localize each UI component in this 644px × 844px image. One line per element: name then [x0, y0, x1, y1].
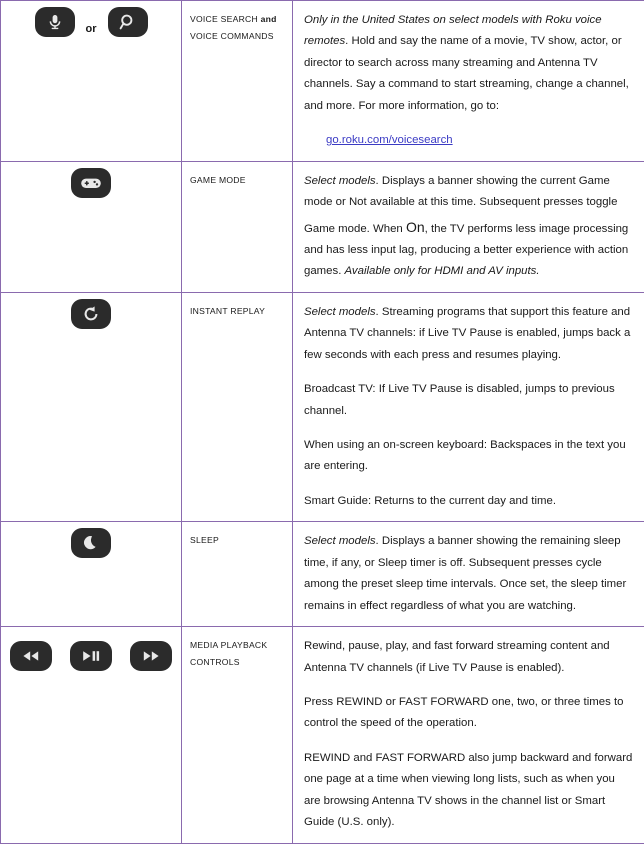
row-icon-cell-instant-replay: [1, 292, 182, 522]
desc-emphasis: Select models: [304, 175, 376, 187]
description-paragraph: [304, 10, 633, 117]
desc-text: . Hold and say the name of a movie, TV show, actor, or director to search across many streaming and Antenna TV channels. Say a command to start streaming, change a channel, and more. For more information, go to:: [304, 35, 629, 111]
row-label-cell-instant-replay: [182, 292, 293, 522]
row-label-line1: MEDIA PLAYBACK: [190, 640, 267, 650]
table-body: [1, 1, 644, 844]
row-label-line1: INSTANT REPLAY: [190, 306, 265, 316]
description-link-line: [304, 130, 633, 151]
row-description-cell-instant-replay: [293, 292, 644, 522]
button-group: [5, 168, 177, 198]
rewind-button-icon[interactable]: [10, 641, 52, 671]
description-paragraph: [304, 171, 633, 283]
row-label-line1: VOICE SEARCH: [190, 14, 261, 24]
row-label: [190, 303, 286, 320]
instant-replay-button-icon[interactable]: [71, 299, 111, 329]
button-group: [5, 7, 177, 37]
button-group: [5, 299, 177, 329]
game-controller-button-icon[interactable]: [71, 168, 111, 198]
play-pause-button-icon[interactable]: [70, 641, 112, 671]
description-paragraph: REWIND and FAST FORWARD also jump backward and forward one page at a time when viewing long lists, such as when you are browsing Antenna TV shows in the channel list or Smart Guide (U.S. only).: [304, 748, 633, 834]
row-label-cell-sleep: [182, 522, 293, 627]
row-icon-cell-sleep: [1, 522, 182, 627]
desc-highlight-on: On: [406, 219, 425, 235]
desc-emphasis: Select models: [304, 306, 376, 318]
description-paragraph: When using an on-screen keyboard: Backspaces in the text you are entering.: [304, 435, 633, 478]
description-paragraph: Smart Guide: Returns to the current day and time.: [304, 491, 633, 512]
row-label: [190, 637, 286, 671]
description-paragraph: [304, 302, 633, 366]
button-group: [5, 528, 177, 558]
desc-text: . Displays a banner showing the current Game mode or Not available at this time. Subsequent presses toggle Game mode. When: [304, 175, 617, 235]
table-row: [1, 627, 644, 844]
row-label-bold: and: [261, 14, 277, 24]
row-label: [190, 532, 286, 549]
separator-or: or: [85, 23, 98, 35]
voicesearch-link[interactable]: go.roku.com/voicesearch: [326, 134, 453, 146]
row-label-cell-media-playback: [182, 627, 293, 844]
row-icon-cell-media-playback: [1, 627, 182, 844]
description-paragraph: Press REWIND or FAST FORWARD one, two, or three times to control the speed of the operation.: [304, 692, 633, 735]
table-row: [1, 1, 644, 162]
row-label: [190, 11, 286, 45]
sleep-moon-button-icon[interactable]: [71, 528, 111, 558]
row-label-line1: GAME MODE: [190, 175, 246, 185]
desc-emphasis: Available only for HDMI and AV inputs.: [345, 265, 540, 277]
desc-emphasis: Select models: [304, 535, 376, 547]
row-icon-cell-game-mode: [1, 161, 182, 292]
fast-forward-button-icon[interactable]: [130, 641, 172, 671]
row-label-cell-voice-search: [182, 1, 293, 162]
description-paragraph: Broadcast TV: If Live TV Pause is disabled, jumps to previous channel.: [304, 379, 633, 422]
row-icon-cell-voice-search: [1, 1, 182, 162]
desc-text: . Displays a banner showing the remaining sleep time, if any, or Sleep timer is off. Subsequent presses cycle among the preset sleep time intervals. Once set, the sleep timer remains in effect regardless of what you are watching.: [304, 535, 626, 611]
row-label-cell-game-mode: [182, 161, 293, 292]
row-label: [190, 172, 286, 189]
row-label-line2: CONTROLS: [190, 657, 240, 667]
row-description-cell-media-playback: [293, 627, 644, 844]
row-description-cell-game-mode: [293, 161, 644, 292]
row-description-cell-voice-search: [293, 1, 644, 162]
table-row: [1, 161, 644, 292]
row-label-line1: SLEEP: [190, 535, 219, 545]
microphone-button-icon[interactable]: [35, 7, 75, 37]
row-description-cell-sleep: [293, 522, 644, 627]
button-group: [5, 641, 177, 671]
row-label-line2: VOICE COMMANDS: [190, 31, 274, 41]
table-row: [1, 522, 644, 627]
desc-emphasis: Only in the United States on select models with Roku voice remotes: [304, 14, 602, 47]
description-paragraph: Rewind, pause, play, and fast forward streaming content and Antenna TV channels (if Live TV Pause is enabled).: [304, 636, 633, 679]
description-paragraph: [304, 531, 633, 617]
search-button-icon[interactable]: [108, 7, 148, 37]
desc-text: . Streaming programs that support this feature and Antenna TV channels: if Live TV Pause is enabled, jumps back a few seconds with each press and resumes playing.: [304, 306, 630, 361]
desc-text: , the TV performs less image processing and has less input lag, producing a better experience with action games.: [304, 223, 628, 278]
table-row: [1, 292, 644, 522]
